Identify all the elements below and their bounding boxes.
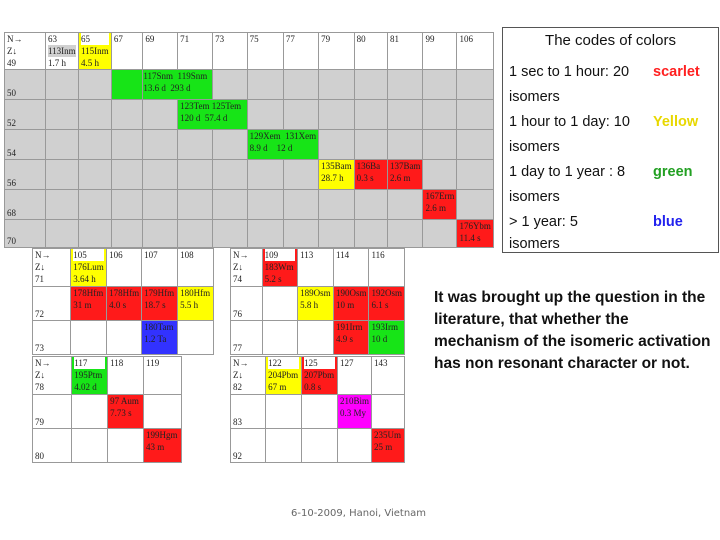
z-54-label: 54 bbox=[5, 130, 46, 160]
nz-header: N→ Z↓ 71 bbox=[33, 249, 71, 287]
footer-text: 6-10-2009, Hanoi, Vietnam bbox=[291, 508, 427, 519]
n-99-header: 99 bbox=[423, 33, 457, 70]
legend-row-green: 1 day to 1 year : 8 bbox=[509, 164, 626, 180]
hf180-cell: 180Hfm 5.5 h bbox=[178, 287, 214, 321]
nuclide-chart-pb bbox=[230, 356, 405, 463]
nuclide-chart-pt bbox=[32, 356, 182, 463]
legend-color-scarlet: scarlet bbox=[653, 64, 700, 80]
nz-header: N→ Z↓ 74 bbox=[231, 249, 263, 287]
pb204-cell: 122 204Pbm 67 m bbox=[266, 357, 302, 395]
legend-row-blue: > 1 year: 5 bbox=[509, 214, 578, 230]
nz-header: N→ Z↓ 82 bbox=[231, 357, 266, 395]
legend-title: The codes of colors bbox=[545, 32, 676, 49]
n-81-header: 81 bbox=[387, 33, 423, 70]
z-56-label: 56 bbox=[5, 160, 46, 190]
ta180-cell: 180Tam 1.2 Ta bbox=[142, 321, 178, 355]
nz-header: N→ Z↓ 78 bbox=[33, 357, 72, 395]
z-52-label: 52 bbox=[5, 100, 46, 130]
z-83-label: 83 bbox=[231, 395, 266, 429]
n-143-header: 143 bbox=[372, 357, 405, 395]
pt195-cell: 117 195Ptm 4.02 d bbox=[72, 357, 108, 395]
legend-row-isomers-1: isomers bbox=[509, 89, 560, 105]
sn117-119-cell: 117Snm 119Snm 13.6 d 293 d bbox=[143, 70, 213, 100]
bi210-cell: 210Bim 0.3 My bbox=[338, 395, 372, 429]
n-65-cell: 65 115Inm 4.5 h bbox=[78, 33, 111, 70]
legend-row-isomers-4: isomers bbox=[509, 236, 560, 252]
n-63-cell: 63 113Inm 1.7 h bbox=[46, 33, 79, 70]
er167-cell: 167Erm 2.6 m bbox=[423, 190, 457, 220]
n-71-header: 71 bbox=[178, 33, 213, 70]
n-106-header: 106 bbox=[107, 249, 142, 287]
au197-cell: 97 Aum 7.73 s bbox=[108, 395, 144, 429]
legend-row-scarlet: 1 sec to 1 hour: 20 bbox=[509, 64, 630, 80]
te123-125-cell: 123Tem 125Tem 120 d 57.4 d bbox=[178, 100, 247, 130]
n-114-header: 114 bbox=[333, 249, 369, 287]
xe129-131-cell: 129Xem 131Xem 8.9 d 12 d bbox=[247, 130, 319, 160]
ir191-cell: 191Irm 4.9 s bbox=[333, 321, 369, 355]
yb176-cell: 176Ybm 11.4 s bbox=[457, 220, 494, 248]
legend-color-green: green bbox=[653, 164, 693, 180]
n-116-header: 116 bbox=[369, 249, 405, 287]
nuclide-chart-top bbox=[4, 32, 494, 248]
z-77-label: 77 bbox=[231, 321, 263, 355]
legend-row-isomers-2: isomers bbox=[509, 139, 560, 155]
n-108-header: 108 bbox=[178, 249, 214, 287]
n-79-header: 79 bbox=[319, 33, 355, 70]
lu176-cell: 105 176Lum 3.64 h bbox=[71, 249, 107, 287]
n-119-header: 119 bbox=[144, 357, 182, 395]
os192-cell: 192Osm 6.1 s bbox=[369, 287, 405, 321]
ba137-cell: 137Bam 2.6 m bbox=[387, 160, 423, 190]
z-73-label: 73 bbox=[33, 321, 71, 355]
hf178b-cell: 178Hfm 4.0 s bbox=[107, 287, 142, 321]
n-75-header: 75 bbox=[247, 33, 283, 70]
nz-header: N→ Z↓ 49 bbox=[5, 33, 46, 70]
z-92-label: 92 bbox=[231, 429, 266, 463]
hf179-cell: 179Hfm 18.7 s bbox=[142, 287, 178, 321]
n-67-header: 67 bbox=[111, 33, 142, 70]
legend-color-yellow: Yellow bbox=[653, 114, 699, 130]
z-80-label: 80 bbox=[33, 429, 72, 463]
legend-row-yellow: 1 hour to 1 day: 10 bbox=[509, 114, 630, 130]
z-76-label: 76 bbox=[231, 287, 263, 321]
w183-cell: 109 183Wm 5.2 s bbox=[262, 249, 297, 287]
os190-cell: 190Osm 10 m bbox=[333, 287, 369, 321]
pb207-cell: 125 207Pbm 0.8 s bbox=[302, 357, 338, 395]
color-legend bbox=[502, 27, 719, 253]
z-70-label: 70 bbox=[5, 220, 46, 248]
n-127-header: 127 bbox=[338, 357, 372, 395]
n-118-header: 118 bbox=[108, 357, 144, 395]
z-72-label: 72 bbox=[33, 287, 71, 321]
os189-cell: 189Osm 5.8 h bbox=[298, 287, 334, 321]
ba135-cell: 135Bam 28.7 h bbox=[319, 160, 355, 190]
n-106-header: 106 bbox=[457, 33, 494, 70]
legend-row-isomers-3: isomers bbox=[509, 189, 560, 205]
n-73-header: 73 bbox=[213, 33, 248, 70]
legend-color-blue: blue bbox=[653, 214, 683, 230]
u235-cell: 235Um 25 m bbox=[372, 429, 405, 463]
hg199-cell: 199Hgm 43 m bbox=[144, 429, 182, 463]
n-77-header: 77 bbox=[283, 33, 318, 70]
nuclide-chart-os bbox=[230, 248, 405, 355]
n-107-header: 107 bbox=[142, 249, 178, 287]
hf178-cell: 178Hfm 31 m bbox=[71, 287, 107, 321]
ir193-cell: 193Irm 10 d bbox=[369, 321, 405, 355]
ba136-cell: 136Ba 0.3 s bbox=[354, 160, 387, 190]
nuclide-chart-hf bbox=[32, 248, 214, 355]
n-69-header: 69 bbox=[143, 33, 178, 70]
n-80-header: 80 bbox=[354, 33, 387, 70]
z-50-label: 50 bbox=[5, 70, 46, 100]
n-113-header: 113 bbox=[298, 249, 334, 287]
question-text: It was brought up the question in the literature, that whether the mechanism of the isomeric activation has non resonant character or not. bbox=[434, 289, 711, 372]
z-68-label: 68 bbox=[5, 190, 46, 220]
sn117-cell bbox=[111, 70, 142, 100]
z-79-label: 79 bbox=[33, 395, 72, 429]
